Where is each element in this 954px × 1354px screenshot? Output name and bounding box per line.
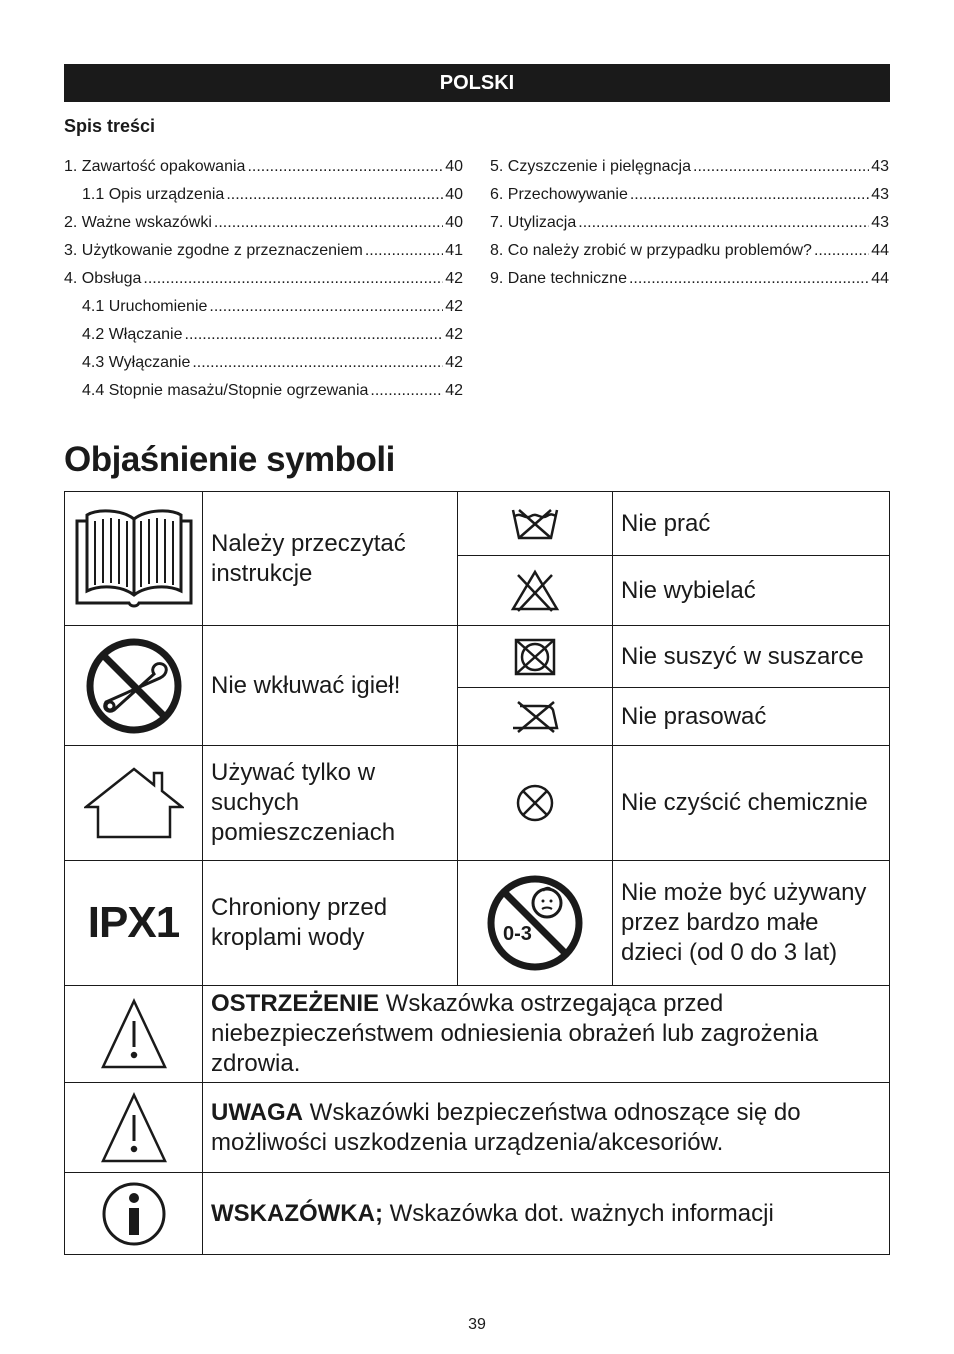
toc-entry-page: 40 — [445, 214, 463, 231]
symbol-row — [65, 1083, 890, 1173]
no-pins-icon — [84, 636, 184, 736]
language-label: POLSKI — [439, 71, 515, 94]
note-label: WSKAZÓWKA; — [211, 1199, 383, 1227]
symbol-row — [65, 1173, 890, 1255]
symbol-cell — [65, 1083, 203, 1173]
symbol-description: Używać tylko w suchych pomieszczeniach — [203, 746, 458, 861]
page-number: 39 — [468, 1316, 486, 1333]
symbol-row — [65, 861, 890, 986]
toc-entry-page: 41 — [445, 242, 463, 259]
toc-entry[interactable] — [64, 242, 463, 270]
toc-entry-label: 6. Przechowywanie — [490, 186, 628, 203]
age-badge-label: 0-3 — [503, 923, 532, 945]
toc-entry-page: 44 — [871, 270, 889, 287]
symbol-description — [203, 1083, 890, 1173]
symbol-cell — [65, 746, 203, 861]
toc-entry[interactable] — [64, 354, 463, 382]
no-children-icon — [485, 873, 585, 973]
language-header — [64, 64, 890, 102]
toc-entry-page: 42 — [445, 354, 463, 371]
symbols-table — [64, 491, 890, 1255]
toc-entry-page: 44 — [871, 242, 889, 259]
toc-entry-label: 4.3 Wyłączanie — [82, 354, 191, 371]
symbol-description: Nie może być używany przez bardzo małe dzieci (od 0 do 3 lat) — [613, 861, 890, 986]
ipx1-label: IPX1 — [87, 898, 180, 947]
toc-dot-leader — [143, 270, 443, 288]
toc-entry[interactable] — [64, 270, 463, 298]
toc-entry-page: 42 — [445, 298, 463, 315]
symbol-cell — [65, 1173, 203, 1255]
symbol-cell — [65, 492, 203, 626]
info-icon — [101, 1181, 167, 1247]
toc-dot-leader — [814, 242, 869, 260]
toc-dot-leader — [578, 214, 869, 232]
toc-dot-leader — [630, 186, 869, 204]
caution-label: UWAGA — [211, 1098, 303, 1126]
symbol-description — [203, 986, 890, 1083]
toc-dot-leader — [370, 382, 443, 400]
symbol-cell — [65, 861, 203, 986]
caution-triangle-icon — [99, 1091, 169, 1165]
symbol-description: Należy przeczytać instrukcje — [203, 492, 458, 626]
toc-dot-leader — [247, 158, 443, 176]
toc-right-column — [490, 158, 889, 298]
toc-entry-label: 5. Czyszczenie i pielęgnacja — [490, 158, 691, 175]
toc-dot-leader — [693, 158, 869, 176]
toc-entry-page: 43 — [871, 158, 889, 175]
symbol-description: Nie wkłuwać igieł! — [203, 626, 458, 746]
toc-entry[interactable] — [64, 158, 463, 186]
toc-entry-page: 42 — [445, 382, 463, 399]
toc-entry-label: 7. Utylizacja — [490, 214, 577, 231]
symbol-row — [65, 746, 890, 861]
symbol-description: Nie czyścić chemicznie — [613, 746, 890, 861]
toc-entry-label: 4. Obsługa — [64, 270, 142, 287]
toc-heading: Spis treści — [64, 116, 156, 136]
toc-entry-label: 4.1 Uruchomienie — [82, 298, 208, 315]
symbol-cell — [458, 626, 613, 688]
symbol-description: Chroniony przed kroplami wody — [203, 861, 458, 986]
warning-text: Wskazówka ostrzegająca przed niebezpieczeństwem odniesienia obrażeń lub zagrożenia zdrowia. — [211, 990, 819, 1077]
toc-entry-page: 40 — [445, 186, 463, 203]
toc-entry[interactable] — [490, 242, 889, 270]
book-icon — [73, 507, 195, 611]
toc-entry-label: 2. Ważne wskazówki — [64, 214, 212, 231]
symbol-cell — [65, 626, 203, 746]
no-iron-icon — [510, 700, 560, 734]
toc-entry-label: 4.2 Włączanie — [82, 326, 183, 343]
toc-entry-page: 40 — [445, 158, 463, 175]
symbol-cell — [458, 746, 613, 861]
toc-dot-leader — [185, 326, 444, 344]
toc-entry[interactable] — [490, 186, 889, 214]
symbol-cell — [458, 556, 613, 626]
toc-entry[interactable] — [64, 214, 463, 242]
symbol-cell — [458, 861, 613, 986]
toc-dot-leader — [214, 214, 443, 232]
toc-entry[interactable] — [64, 298, 463, 326]
symbol-description — [203, 1173, 890, 1255]
warning-label: OSTRZEŻENIE — [211, 990, 380, 1017]
symbol-cell — [458, 688, 613, 746]
toc-entry-page: 43 — [871, 214, 889, 231]
toc-dot-leader — [629, 270, 869, 288]
toc-dot-leader — [192, 354, 443, 372]
symbol-description: Nie prasować — [613, 688, 890, 746]
toc-entry-label: 1.1 Opis urządzenia — [82, 186, 225, 203]
toc-entry-page: 43 — [871, 186, 889, 203]
symbol-row — [65, 986, 890, 1083]
toc-entry[interactable] — [490, 214, 889, 242]
symbol-description: Nie wybielać — [613, 556, 890, 626]
toc-entry[interactable] — [64, 382, 463, 410]
symbols-title: Objaśnienie symboli — [64, 440, 395, 479]
toc-entry-page: 42 — [445, 270, 463, 287]
symbol-description: Nie prać — [613, 492, 890, 556]
toc-entry-label: 1. Zawartość opakowania — [64, 158, 246, 175]
toc-dot-leader — [365, 242, 443, 260]
no-tumble-dry-icon — [513, 637, 557, 677]
toc-entry-label: 4.4 Stopnie masażu/Stopnie ogrzewania — [82, 382, 369, 399]
note-text: Wskazówka dot. ważnych informacji — [389, 1199, 774, 1227]
house-icon — [84, 765, 184, 841]
symbol-description: Nie suszyć w suszarce — [613, 626, 890, 688]
warning-triangle-icon — [99, 997, 169, 1071]
no-dry-clean-icon — [515, 783, 555, 823]
toc-entry[interactable] — [490, 158, 889, 186]
no-bleach-icon — [510, 569, 560, 613]
toc-entry-page: 42 — [445, 326, 463, 343]
symbol-row — [65, 492, 890, 556]
symbol-cell — [458, 492, 613, 556]
symbol-row — [65, 626, 890, 688]
toc-entry[interactable] — [64, 326, 463, 354]
toc-dot-leader — [226, 186, 443, 204]
toc-entry-label: 9. Dane techniczne — [490, 270, 627, 287]
toc-entry[interactable] — [64, 186, 463, 214]
toc-dot-leader — [209, 298, 443, 316]
toc-entry-label: 3. Użytkowanie zgodne z przeznaczeniem — [64, 242, 363, 259]
caution-text: Wskazówki bezpieczeństwa odnoszące się do możliwości uszkodzenia urządzenia/akcesoriów. — [211, 1098, 801, 1156]
toc-entry-label: 8. Co należy zrobić w przypadku problemów? — [490, 242, 812, 259]
symbol-cell — [65, 986, 203, 1083]
no-wash-icon — [511, 506, 559, 542]
toc-left-column — [64, 158, 463, 410]
toc-entry[interactable] — [490, 270, 889, 298]
